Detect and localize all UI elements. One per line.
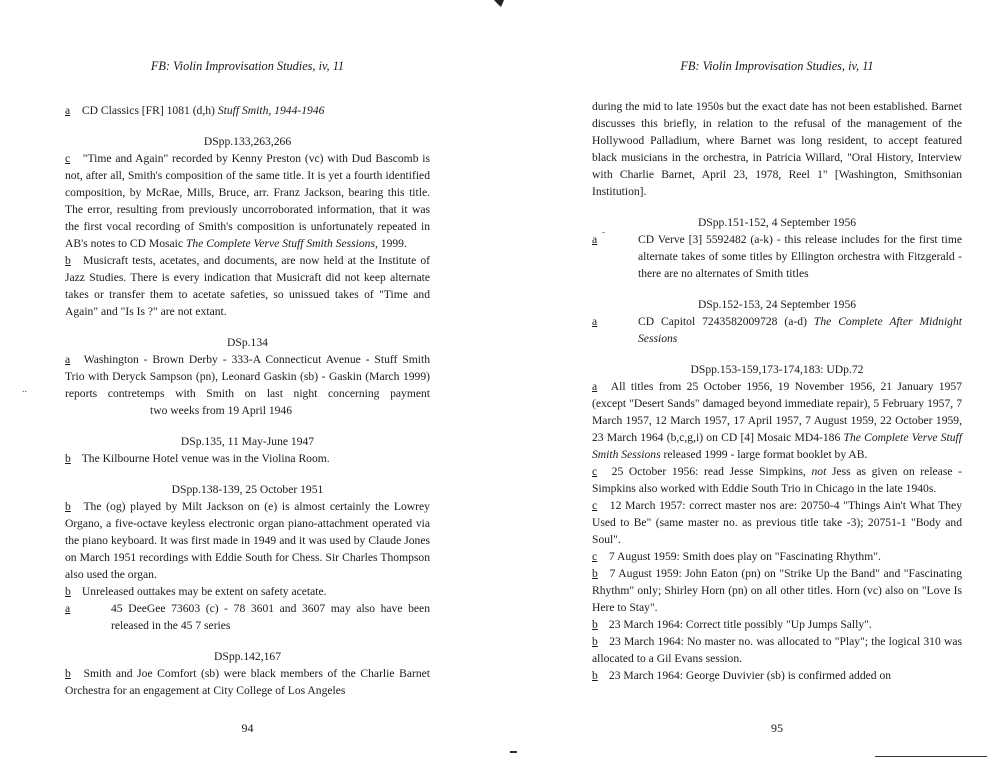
note [65,252,430,320]
note [592,616,962,633]
note-marker: a [592,380,598,393]
note [65,600,430,634]
note-title: The Complete Verve Stuff Smith Sessions [592,431,962,461]
note-marker: b [65,585,71,598]
note [592,548,962,565]
note-marker: a [65,602,71,615]
note-text: Unreleased outtakes may be extent on safety acetate. [81,585,327,598]
note-text: 12 March 1957: correct master nos are: 20750-4 "Things Ain't What They Used to Be" (same master no. as previous title take -3); 20751-1 "Body and Soul". [592,499,963,546]
section-heading: DSp.152-153, 24 September 1956 [697,298,857,311]
note-marker: a [65,353,71,366]
note-tail: , 1999. [374,237,407,250]
note [592,667,962,684]
section-heading: DSpp.133,263,266 [203,135,292,148]
note-marker: b [65,452,71,465]
section-heading: DSp.135, 11 May-June 1947 [180,435,315,448]
note-marker: b [592,567,598,580]
note-text: 23 March 1964: Correct title possibly "Up Jumps Sally". [608,618,872,631]
note [592,497,962,548]
note-text: All titles from 25 October 1956, 19 November 1956, 21 January 1957 (except "Desert Sands" damaged beyond immediate repair), 5 February 1957, 7 March 1957, 12 March 1957, 17 April 1957, 7 August 1959, 22 October 1959, 23 March 1964 (b,c,g,i) on CD [4] Mosaic MD4-186 [592,380,962,444]
note-text: CD Capitol 7243582009728 (a-d) [638,315,814,328]
entry [65,102,430,119]
scan-dash [510,751,517,753]
section-heading: DSpp.142,167 [214,650,281,663]
note-text: 23 March 1964: George Duvivier (sb) is confirmed added on [608,669,892,682]
stray-mark: .. [22,384,27,395]
section-heading: DSpp.151-152, 4 September 1956 [697,216,857,229]
right-page [592,0,962,762]
bottom-rule [875,756,987,757]
note [592,633,962,667]
note-emphasis: not [811,465,827,478]
page-content [592,98,962,684]
note-text: Smith and Joe Comfort (sb) were black members of the Charlie Barnet Orchestra for an engagement at City College of Los Angeles [65,667,430,697]
note [592,231,962,282]
note-marker: c [65,152,71,165]
left-page [65,0,430,762]
note [592,463,962,497]
note-text: 7 August 1959: Smith does play on "Fascinating Rhythm". [608,550,881,563]
note-text: 45 DeeGee 73603 (c) - 78 3601 and 3607 may also have been released in the 45 7 series [111,602,430,632]
note-marker: b [592,669,598,682]
note [592,313,962,347]
note-tail: two weeks from 19 April 1946 [150,404,293,417]
note-text: Musicraft tests, acetates, and documents, are now held at the Institute of Jazz Studies. There is every indication that Musicraft did not keep alternate takes or transfer them to acetate safeties, so unissued takes of "Time and Again" and "Is Is ?" are not extant. [65,254,430,318]
note-marker: a [592,233,598,246]
note-text: "Time and Again" recorded by Kenny Preston (vc) with Dud Bascomb is not, after all, Smith's composition of the same title. It is yet a fourth identified composition, by McRae, Mills, Bruce, arr. Franz Jackson, bearing this title. The error, resulting from previously uncorroborated information, that it was the first vocal recording of Smith's composition is unfortunately repeated in AB's notes to CD Mosaic [65,152,430,250]
note [65,583,430,600]
page-number: 95 [771,721,783,735]
note-marker: c [592,465,598,478]
section-heading: DSpp.138-139, 25 October 1951 [171,483,324,496]
section-heading: DSpp.153-159,173-174,183: UDp.72 [690,363,864,376]
page-number: 94 [241,721,254,735]
note [65,498,430,583]
note-tail: released 1999 - large format booklet by AB. [660,448,868,461]
note-text: CD Verve [3] 5592482 (a-k) - this release includes for the first time alternate takes of some titles by Ellington orchestra with Fitzgerald - there are no alternates of Smith titles [638,233,962,280]
scan-speck [494,0,504,7]
note-text: 25 October 1956: read Jesse Simpkins, [611,465,812,478]
continuation-text: during the mid to late 1950s but the exact date has not been established. Barnet discusses this briefly, in relation to the refusal of the management of the Hollywood Palladium, where Barnet was long resident, to accept featured black musicians in the orchestra, in Patricia Willard, "Oral History, Interview with Charlie Barnet, April 23, 1978, Reel 1" [Washington, Smithsonian Institution]. [592,100,962,198]
note-text: 23 March 1964: No master no. was allocated to "Play"; the logical 310 was allocated to a Gil Evans session. [592,635,962,665]
note-marker: c [592,550,598,563]
note-title: The Complete Verve Stuff Smith Sessions [185,237,375,250]
note-text: The (og) played by Milt Jackson on (e) is almost certainly the Lowrey Organo, a five-octave keyless electronic organ piano-attachment operated via the piano keyboard. It was first made in 1949 and it was used by Claude Jones on March 1951 recordings with Eddie South for Chess. Sir Charles Thompson also used the organ. [65,500,430,581]
note [65,450,430,467]
entry-text: CD Classics [FR] 1081 (d,h) [81,104,218,117]
note-tail: Jess as given on release - Simpkins also worked with Eddie South Trio in Chicago in the late 1940s. [592,465,963,495]
note-marker: b [592,635,598,648]
note-marker: c [592,499,598,512]
note [592,378,962,463]
note [592,565,962,616]
note-text: 7 August 1959: John Eaton (pn) on "Strike Up the Band" and "Fascinating Rhythm" only; Shirley Horn (pn) on all other titles. Horn (vc) also on "Love Is Here to Stay". [592,567,962,614]
note-marker: b [592,618,598,631]
entry-title: Stuff Smith, 1944-1946 [217,104,325,117]
note-marker: a [592,315,598,328]
note-text: Washington - Brown Derby - 333-A Connecticut Avenue - Stuff Smith Trio with Deryck Sampson (pn), Leonard Gaskin (sb) - Gaskin (March 1999) reports contretemps with Smith on last night concerning payment [65,353,430,400]
section-heading: DSp.134 [227,336,268,349]
note-marker: b [65,500,71,513]
page-content [65,102,430,699]
note-marker: b [65,667,71,680]
note-text: The Kilbourne Hotel venue was in the Violina Room. [81,452,330,465]
note [65,665,430,699]
note-title: The Complete After Midnight Sessions [638,315,962,345]
note [65,150,430,252]
note-marker: b [65,254,71,267]
running-header: FB: Violin Improvisation Studies, iv, 11 [150,59,345,73]
entry-marker: a [65,104,71,117]
running-header: FB: Violin Improvisation Studies, iv, 11 [680,59,874,73]
note [65,351,430,419]
